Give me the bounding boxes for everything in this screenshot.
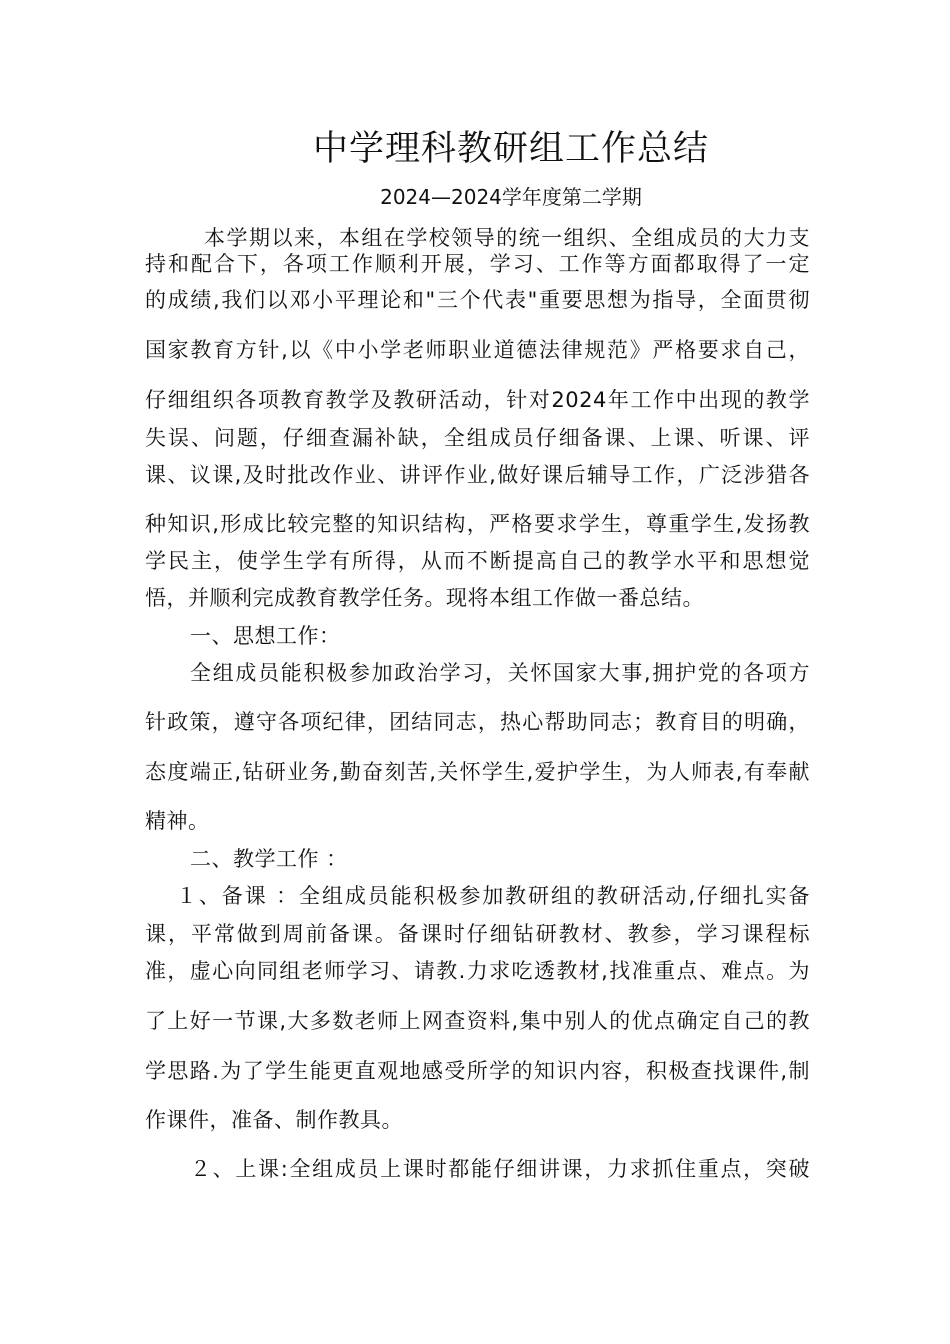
- paragraph-line: 国家教育方针,以《中小学老师职业道德法律规范》严格要求自己，: [145, 338, 810, 362]
- paragraph-line: 学民主，使学生学有所得，从而不断提高自己的教学水平和思想觉: [145, 549, 810, 573]
- paragraph-line: 全组成员能积极参加政治学习，关怀国家大事,拥护党的各项方: [190, 661, 810, 685]
- section-heading: 一、思想工作：: [190, 624, 341, 648]
- paragraph-line: 持和配合下，各项工作顺利开展，学习、工作等方面都取得了一定: [145, 252, 810, 276]
- paragraph-line: 了上好一节课,大多数老师上网查资料,集中别人的优点确定自己的教: [145, 1009, 810, 1033]
- document-title: 中学理科教研组工作总结: [312, 129, 709, 169]
- paragraph-line: 悟，并顺利完成教育教学任务。现将本组工作做一番总结。: [145, 586, 704, 610]
- section-heading: 二、教学工作 ：: [190, 847, 348, 871]
- paragraph-line: 失误、问题，仔细查漏补缺，全组成员仔细备课、上课、听课、评: [145, 426, 810, 450]
- paragraph-line: 准，虚心向同组老师学习、请教.力求吃透教材,找准重点、难点。为: [145, 959, 810, 983]
- paragraph-line: １、备课 ：全组成员能积极参加教研组的教研活动,仔细扎实备: [176, 884, 810, 908]
- paragraph-line: 精神。: [145, 809, 210, 833]
- paragraph-line: ２、上课:全组成员上课时都能仔细讲课，力求抓住重点，突破: [190, 1157, 810, 1181]
- paragraph-line: 本学期以来，本组在学校领导的统一组织、全组成员的大力支: [204, 226, 810, 250]
- paragraph-line: 课、议课,及时批改作业、讲评作业,做好课后辅导工作，广泛涉猎各: [145, 463, 810, 487]
- paragraph-line: 的成绩,我们以邓小平理论和"三个代表"重要思想为指导，全面贯彻: [145, 288, 810, 312]
- paragraph-line: 种知识,形成比较完整的知识结构，严格要求学生，尊重学生,发扬教: [145, 512, 810, 536]
- paragraph-line: 态度端正,钻研业务,勤奋刻苦,关怀学生,爱护学生，为人师表,有奉献: [145, 760, 810, 784]
- paragraph-line: 针政策，遵守各项纪律，团结同志，热心帮助同志；教育目的明确，: [145, 710, 810, 734]
- paragraph-line: 仔细组织各项教育教学及教研活动，针对2024年工作中出现的教学: [145, 388, 810, 412]
- document-subtitle: 2024—2024学年度第二学期: [380, 185, 642, 209]
- paragraph-line: 课，平常做到周前备课。备课时仔细钻研教材、教参，学习课程标: [145, 922, 810, 946]
- paragraph-line: 学思路.为了学生能更直观地感受所学的知识内容，积极查找课件,制: [145, 1059, 810, 1083]
- paragraph-line: 作课件，准备、制作教具。: [145, 1108, 403, 1132]
